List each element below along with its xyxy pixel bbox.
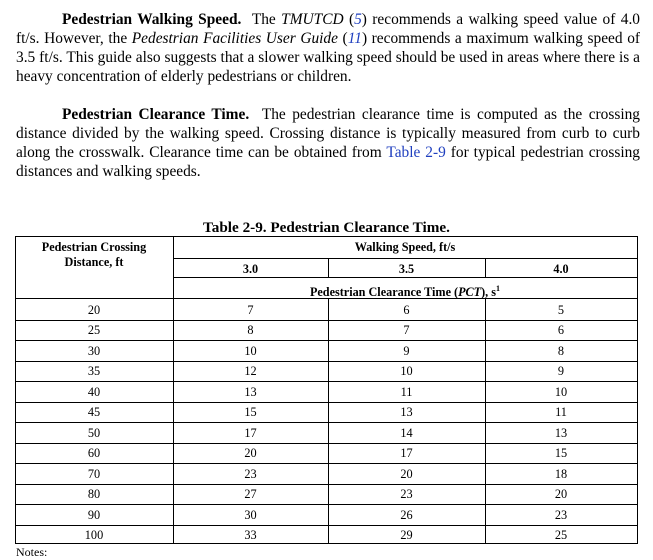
clearance-time-cell: 10 <box>400 364 413 378</box>
clearance-time-cell: 13 <box>400 405 413 419</box>
table-title: Table 2-9. Pedestrian Clearance Time. <box>203 219 450 236</box>
text-run: for typical pedestrian crossing distances and walking speeds. <box>16 144 640 180</box>
pct-text: PCT <box>458 285 482 300</box>
distance-cell: 30 <box>87 343 101 358</box>
distance-cell: 100 <box>84 528 104 542</box>
clearance-time-cell: 12 <box>244 364 257 378</box>
row-rule <box>15 381 637 382</box>
clearance-time-cell: 15 <box>554 446 568 460</box>
row-rule <box>15 320 637 321</box>
clearance-time-cell: 7 <box>247 302 254 317</box>
clearance-time-cell: 8 <box>557 343 565 358</box>
tmutcd-title: TMUTCD <box>281 11 344 28</box>
pct-text: Pedestrian Clearance Time ( <box>309 285 459 300</box>
row-rule <box>15 402 637 403</box>
clearance-time-cell: 15 <box>244 405 257 419</box>
text-run: ) recommends a maximum walking speed of 3.5 ft/s. This guide also suggests that a slower walking speed should be used in areas where there is a heavy concentration of elderly pedestrians or children. <box>16 30 641 85</box>
clearance-time-cell: 30 <box>244 507 257 522</box>
clearance-time-table <box>15 236 639 546</box>
speed-3-5: 3.5 <box>398 262 415 276</box>
distance-cell: 20 <box>87 302 101 317</box>
clearance-time-cell: 14 <box>400 425 413 440</box>
clearance-time-cell: 20 <box>554 487 568 501</box>
clearance-time-cell: 11 <box>555 405 567 419</box>
text-run: ( <box>337 30 348 47</box>
distance-cell: 70 <box>87 466 101 481</box>
row-rule <box>15 443 637 444</box>
clearance-time-cell: 7 <box>403 323 410 337</box>
clearance-time-cell: 27 <box>244 487 257 501</box>
distance-cell: 90 <box>87 507 101 522</box>
guide-title: Pedestrian Facilities User Guide <box>131 30 338 47</box>
distance-cell: 50 <box>87 425 101 440</box>
col-header-distance <box>17 240 171 270</box>
clearance-time-paragraph <box>16 105 640 181</box>
speed-3-0: 3.0 <box>242 262 259 276</box>
clearance-time-cell: 13 <box>554 425 568 440</box>
clearance-time-cell: 9 <box>557 364 565 378</box>
distance-cell: 25 <box>87 323 101 337</box>
clearance-time-cell: 25 <box>554 528 568 542</box>
walking-speed-paragraph <box>16 10 640 86</box>
clearance-time-cell: 26 <box>400 507 413 522</box>
clearance-time-cell: 10 <box>554 384 568 399</box>
clearance-time-cell: 13 <box>244 384 257 399</box>
clearance-time-heading: Pedestrian Clearance Time. <box>62 106 250 123</box>
text-run: The pedestrian clearance time is computed as the crossing distance divided by the walking speed. Crossing distance is typically measured from curb to curb along the crosswalk. Clearance time can be obtained from <box>16 106 640 161</box>
column-rule <box>485 299 486 543</box>
clearance-time-cell: 17 <box>400 446 413 460</box>
header-line: Pedestrian Crossing <box>41 240 147 254</box>
col-header-walking-speed: Walking Speed, ft/s <box>354 240 456 254</box>
row-rule <box>15 463 637 464</box>
distance-cell: 45 <box>87 405 101 419</box>
clearance-time-cell: 33 <box>244 528 257 542</box>
reference-link-11[interactable]: 11 <box>347 30 362 47</box>
column-rule <box>328 299 329 543</box>
clearance-time-cell: 29 <box>400 528 413 542</box>
clearance-time-cell: 10 <box>244 343 257 358</box>
clearance-time-cell: 6 <box>403 302 410 317</box>
header-line: Distance, ft <box>64 255 124 269</box>
clearance-time-cell: 23 <box>554 507 568 522</box>
distance-cell: 35 <box>87 364 101 378</box>
clearance-time-cell: 5 <box>557 302 565 317</box>
distance-cell: 80 <box>87 487 101 501</box>
clearance-time-cell: 8 <box>247 323 254 337</box>
distance-cell: 40 <box>87 384 101 399</box>
distance-cell: 60 <box>87 446 101 460</box>
clearance-time-cell: 23 <box>244 466 257 481</box>
row-rule <box>15 525 637 526</box>
rule <box>173 277 637 278</box>
clearance-time-cell: 11 <box>400 384 413 399</box>
walking-speed-heading: Pedestrian Walking Speed. <box>62 11 242 28</box>
notes-label: Notes: <box>16 545 48 559</box>
pct-text: ), s <box>481 285 497 300</box>
pct-header <box>173 281 637 300</box>
row-rule <box>15 340 637 341</box>
table-2-9-link[interactable]: Table 2-9 <box>386 144 446 161</box>
text-run: The <box>251 11 282 28</box>
clearance-time-cell: 20 <box>244 446 257 460</box>
text-run: ) recommends a walking speed value of 4.0 ft/s. However, the <box>16 11 640 47</box>
footnote-marker: 1 <box>496 284 501 293</box>
text-run: ( <box>343 11 355 28</box>
reference-link-5[interactable]: 5 <box>354 11 362 28</box>
clearance-time-cell: 23 <box>400 487 413 501</box>
row-rule <box>15 484 637 485</box>
clearance-time-cell: 6 <box>557 323 565 337</box>
clearance-time-cell: 20 <box>400 466 413 481</box>
clearance-time-cell: 9 <box>403 343 410 358</box>
clearance-time-cell: 18 <box>554 466 568 481</box>
row-rule <box>15 422 637 423</box>
clearance-time-cell: 17 <box>244 425 257 440</box>
row-rule <box>15 361 637 362</box>
row-rule <box>15 504 637 505</box>
speed-4-0: 4.0 <box>553 262 569 276</box>
rule <box>173 258 637 259</box>
